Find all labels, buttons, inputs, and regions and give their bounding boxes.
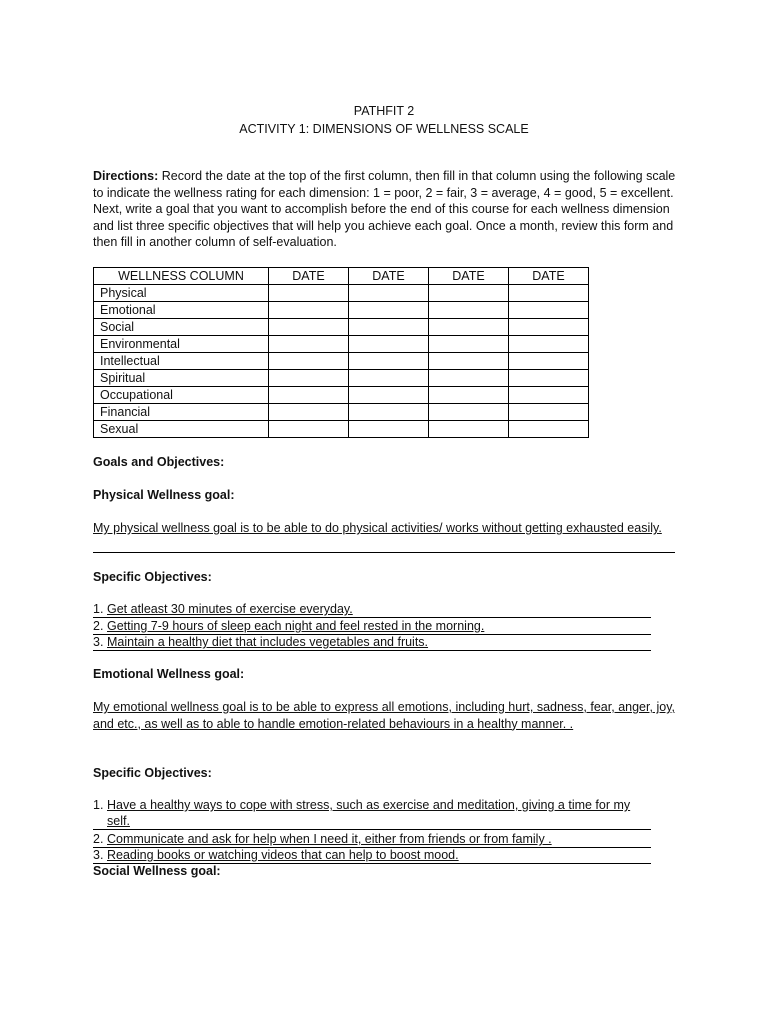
objective-number: 1. xyxy=(93,602,104,616)
dimension-cell: Social xyxy=(94,319,269,336)
table-row xyxy=(94,319,589,336)
rating-cell[interactable] xyxy=(269,370,349,387)
social-goal-heading: Social Wellness goal: xyxy=(93,864,221,878)
column-header-date: DATE xyxy=(509,268,589,285)
rating-cell[interactable] xyxy=(349,285,429,302)
rating-cell[interactable] xyxy=(509,319,589,336)
emotional-goal-text: My emotional wellness goal is to be able to express all emotions, including hurt, sadness, fear, anger, joy, and etc., as well as to able to handle emotion-related behaviours in a healthy manner. . xyxy=(93,700,675,731)
table-row xyxy=(94,404,589,421)
table-row xyxy=(94,370,589,387)
dimension-cell: Physical xyxy=(94,285,269,302)
physical-goal-heading: Physical Wellness goal: xyxy=(93,488,235,502)
emotional-objectives-heading: Specific Objectives: xyxy=(93,766,212,780)
objective-item xyxy=(93,601,651,618)
objective-number: 2. xyxy=(93,619,104,633)
rating-cell[interactable] xyxy=(429,302,509,319)
dimension-cell: Financial xyxy=(94,404,269,421)
objective-text: Get atleast 30 minutes of exercise everyday. xyxy=(107,602,353,616)
objective-item xyxy=(93,634,651,651)
table-row xyxy=(94,421,589,438)
rating-cell[interactable] xyxy=(269,336,349,353)
table-row xyxy=(94,285,589,302)
rating-cell[interactable] xyxy=(509,404,589,421)
physical-goal-text: My physical wellness goal is to be able to do physical activities/ works without getting exhausted easily. xyxy=(93,521,662,535)
rating-cell[interactable] xyxy=(429,285,509,302)
rating-cell[interactable] xyxy=(349,421,429,438)
objective-item xyxy=(93,847,651,864)
wellness-table xyxy=(93,267,589,438)
goals-heading: Goals and Objectives: xyxy=(93,455,225,469)
objective-item xyxy=(93,618,651,635)
rating-cell[interactable] xyxy=(509,285,589,302)
emotional-goal-heading: Emotional Wellness goal: xyxy=(93,667,245,681)
objective-text: Reading books or watching videos that can help to boost mood. xyxy=(107,848,459,862)
rating-cell[interactable] xyxy=(509,353,589,370)
table-row xyxy=(94,336,589,353)
answer-line xyxy=(93,552,675,553)
table-row xyxy=(94,387,589,404)
objective-number: 3. xyxy=(93,848,104,862)
table-row xyxy=(94,353,589,370)
rating-cell[interactable] xyxy=(429,404,509,421)
dimension-cell: Occupational xyxy=(94,387,269,404)
table-header-row xyxy=(94,268,589,285)
rating-cell[interactable] xyxy=(349,370,429,387)
rating-cell[interactable] xyxy=(429,353,509,370)
rating-cell[interactable] xyxy=(349,319,429,336)
column-header-date: DATE xyxy=(349,268,429,285)
rating-cell[interactable] xyxy=(349,302,429,319)
rating-cell[interactable] xyxy=(349,336,429,353)
rating-cell[interactable] xyxy=(429,319,509,336)
objective-number: 2. xyxy=(93,832,104,846)
rating-cell[interactable] xyxy=(269,353,349,370)
objective-number: 1. xyxy=(93,798,104,812)
rating-cell[interactable] xyxy=(269,387,349,404)
objective-number: 3. xyxy=(93,635,104,649)
rating-cell[interactable] xyxy=(269,421,349,438)
column-header-wellness: WELLNESS COLUMN xyxy=(94,268,269,285)
directions-label: Directions: xyxy=(93,169,159,183)
objective-text: Communicate and ask for help when I need it, either from friends or from family . xyxy=(107,832,552,846)
objective-text-continued: self. xyxy=(107,814,130,828)
rating-cell[interactable] xyxy=(429,370,509,387)
objective-text: Have a healthy ways to cope with stress, such as exercise and meditation, giving a time for my xyxy=(107,798,631,812)
objective-text: Getting 7-9 hours of sleep each night and feel rested in the morning. xyxy=(107,619,485,633)
dimension-cell: Emotional xyxy=(94,302,269,319)
course-title: PATHFIT 2 xyxy=(353,104,415,118)
rating-cell[interactable] xyxy=(509,336,589,353)
rating-cell[interactable] xyxy=(509,302,589,319)
column-header-date: DATE xyxy=(429,268,509,285)
rating-cell[interactable] xyxy=(509,370,589,387)
rating-cell[interactable] xyxy=(269,302,349,319)
dimension-cell: Intellectual xyxy=(94,353,269,370)
rating-cell[interactable] xyxy=(429,336,509,353)
directions-text: Record the date at the top of the first column, then fill in that column using the following scale to indicate the wellness rating for each dimension: 1 = poor, 2 = fair, 3 = average, 4 = good, 5 = excellent. Next, write a goal that you want to accomplish before the end of this course for each wellness dimension and list three specific objectives that will help you achieve each goal. Once a month, review this form and then fill in another column of self-evaluation. xyxy=(93,169,676,249)
rating-cell[interactable] xyxy=(509,421,589,438)
rating-cell[interactable] xyxy=(269,285,349,302)
rating-cell[interactable] xyxy=(349,404,429,421)
rating-cell[interactable] xyxy=(269,319,349,336)
dimension-cell: Environmental xyxy=(94,336,269,353)
rating-cell[interactable] xyxy=(349,353,429,370)
rating-cell[interactable] xyxy=(429,421,509,438)
rating-cell[interactable] xyxy=(509,387,589,404)
table-row xyxy=(94,302,589,319)
rating-cell[interactable] xyxy=(349,387,429,404)
dimension-cell: Spiritual xyxy=(94,370,269,387)
directions-paragraph xyxy=(93,168,677,251)
column-header-date: DATE xyxy=(269,268,349,285)
rating-cell[interactable] xyxy=(429,387,509,404)
activity-title: ACTIVITY 1: DIMENSIONS OF WELLNESS SCALE xyxy=(239,122,529,136)
physical-objectives-heading: Specific Objectives: xyxy=(93,570,212,584)
rating-cell[interactable] xyxy=(269,404,349,421)
objective-text: Maintain a healthy diet that includes vegetables and fruits. xyxy=(107,635,429,649)
objective-item xyxy=(93,831,651,848)
dimension-cell: Sexual xyxy=(94,421,269,438)
objective-item xyxy=(93,797,651,830)
